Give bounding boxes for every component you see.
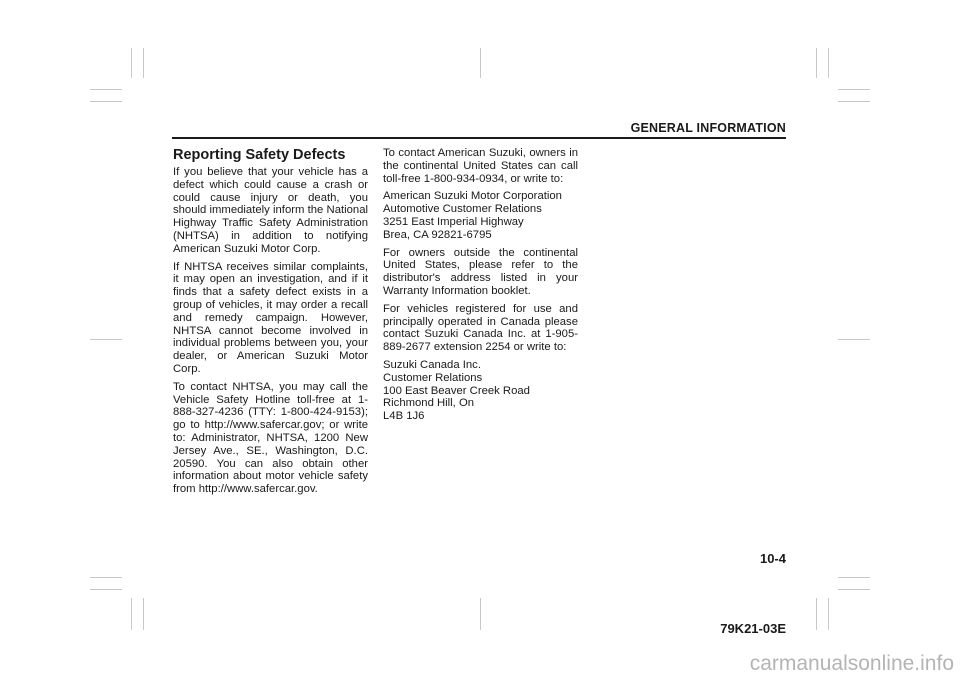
paragraph: For vehicles registered for use and principally operated in Canada please contact Suzuki Canada Inc. at 1-905-889-2677 extension 2254 or write to:: [383, 302, 578, 354]
crop-mark: [90, 89, 122, 90]
address-line: 3251 East Imperial Highway: [383, 215, 524, 228]
us-address: [383, 190, 578, 241]
crop-mark: [90, 577, 122, 578]
header-rule: [172, 137, 786, 139]
crop-mark: [131, 48, 132, 78]
address-line: Automotive Customer Relations: [383, 203, 542, 216]
canada-address: [383, 359, 578, 423]
paragraph: If you believe that your vehicle has a defect which could cause a crash or could cause injury or death, you should immediately inform the National Highway Traffic Safety Administration (NHTSA) in addition to notifying American Suzuki Motor Corp.: [173, 166, 368, 255]
left-column: [173, 147, 368, 501]
paragraph: For owners outside the continental United States, please refer to the distributor's address listed in your Warranty Information booklet.: [383, 246, 578, 297]
crop-mark: [838, 589, 870, 590]
address-line: American Suzuki Motor Corporation: [383, 190, 562, 203]
watermark: carmanualsonline.info: [749, 652, 954, 675]
crop-mark: [90, 339, 122, 340]
crop-mark: [143, 598, 144, 630]
right-column: [383, 147, 578, 428]
crop-mark: [90, 589, 122, 590]
address-line: L4B 1J6: [383, 410, 425, 423]
crop-mark: [838, 577, 870, 578]
address-line: Suzuki Canada Inc.: [383, 358, 481, 371]
crop-mark: [90, 101, 122, 102]
crop-mark: [838, 101, 870, 102]
crop-mark: [816, 598, 817, 630]
section-title: GENERAL INFORMATION: [630, 121, 786, 135]
section-heading: Reporting Safety Defects: [173, 147, 346, 163]
paragraph: To contact American Suzuki, owners in the continental United States can call toll-free 1-800-934-0934, or write to:: [383, 147, 578, 185]
address-line: 100 East Beaver Creek Road: [383, 384, 530, 397]
paragraph: To contact NHTSA, you may call the Vehicle Safety Hotline toll-free at 1-888-327-4236 (TTY: 1-800-424-9153); go to http://www.safercar.gov; or write to: Administrator, NHTSA, 1200 New Jersey Ave., SE., Washington, D.C. 20590. You can also obtain other information about motor vehicle safety from http://www.safercar.gov.: [173, 380, 368, 496]
crop-mark: [838, 89, 870, 90]
address-line: Customer Relations: [383, 371, 483, 384]
document-code: 79K21-03E: [720, 621, 786, 636]
paragraph: If NHTSA receives similar complaints, it may open an investigation, and if it finds that a safety defect exists in a group of vehicles, it may order a recall and remedy campaign. However, NHTSA cannot become involved in individual problems between you, your dealer, or American Suzuki Motor Corp.: [173, 260, 368, 375]
crop-mark: [816, 48, 817, 78]
crop-mark: [143, 48, 144, 78]
crop-mark: [131, 598, 132, 630]
crop-mark: [828, 598, 829, 630]
crop-mark: [828, 48, 829, 78]
address-line: Brea, CA 92821-6795: [383, 228, 492, 241]
crop-mark: [480, 598, 481, 630]
address-line: Richmond Hill, On: [383, 397, 475, 410]
crop-mark: [480, 48, 481, 78]
crop-mark: [838, 339, 870, 340]
page-number: 10-4: [759, 551, 786, 566]
